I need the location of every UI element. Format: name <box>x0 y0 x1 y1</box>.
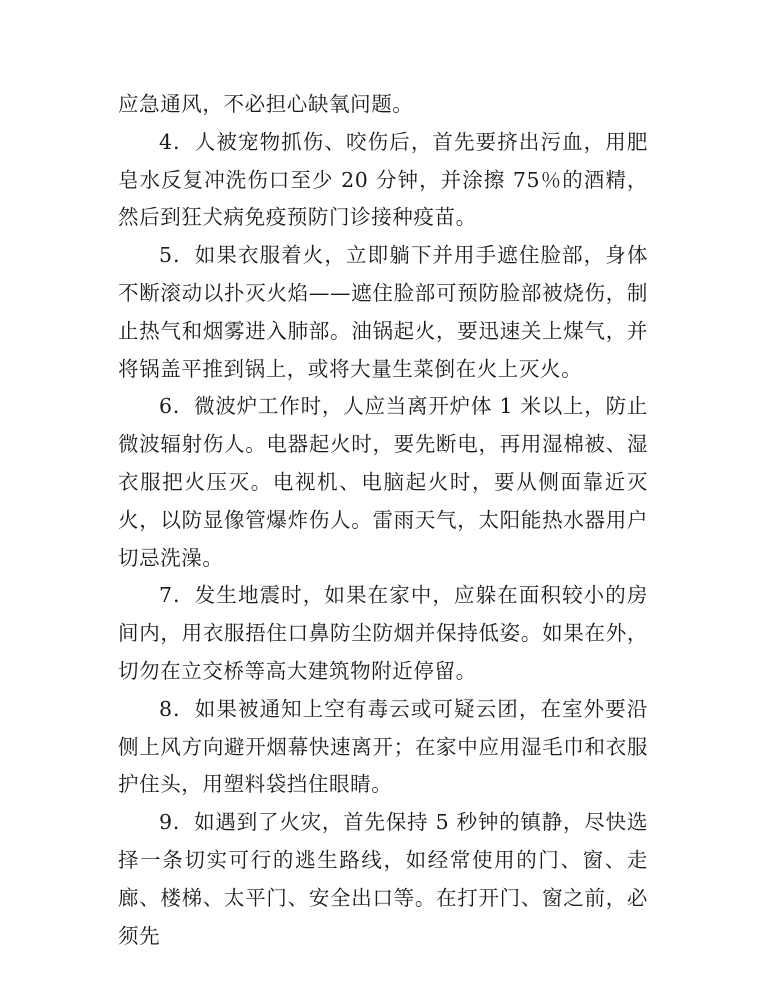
body-text <box>118 86 648 955</box>
paragraph-item-8: 8．如果被通知上空有毒云或可疑云团，在室外要沿侧上风方向避开烟幕快速离开；在家中应用湿毛巾和衣服护住头，用塑料袋挡住眼睛。 <box>118 696 648 797</box>
paragraph-item-6: 6．微波炉工作时，人应当离开炉体 1 米以上，防止微波辐射伤人。电器起火时，要先断电，再用湿棉被、湿衣服把火压灭。电视机、电脑起火时，要从侧面靠近灭火，以防显像管爆炸伤人。雷雨天气，太阳能热水器用户切忌洗澡。 <box>118 394 648 570</box>
paragraph-item-5: 5．如果衣服着火，立即躺下并用手遮住脸部，身体不断滚动以扑灭火焰——遮住脸部可预防脸部被烧伤，制止热气和烟雾进入肺部。油锅起火，要迅速关上煤气，并将锅盖平推到锅上，或将大量生菜倒在火上灭火。 <box>118 243 648 381</box>
paragraph-continuation: 应急通风，不必担心缺氧问题。 <box>118 92 414 116</box>
paragraph-item-4: 4．人被宠物抓伤、咬伤后，首先要挤出污血，用肥皂水反复冲洗伤口至少 20 分钟，并涂擦 75％的酒精，然后到狂犬病免疫预防门诊接种疫苗。 <box>118 129 648 230</box>
paragraph-item-9: 9．如遇到了火灾，首先保持 5 秒钟的镇静，尽快选择一条切实可行的逃生路线，如经常使用的门、窗、走廊、楼梯、太平门、安全出口等。在打开门、窗之前，必须先 <box>118 810 648 948</box>
paragraph-item-7: 7．发生地震时，如果在家中，应躲在面积较小的房间内，用衣服捂住口鼻防尘防烟并保持低姿。如果在外，切勿在立交桥等高大建筑物附近停留。 <box>118 583 648 683</box>
